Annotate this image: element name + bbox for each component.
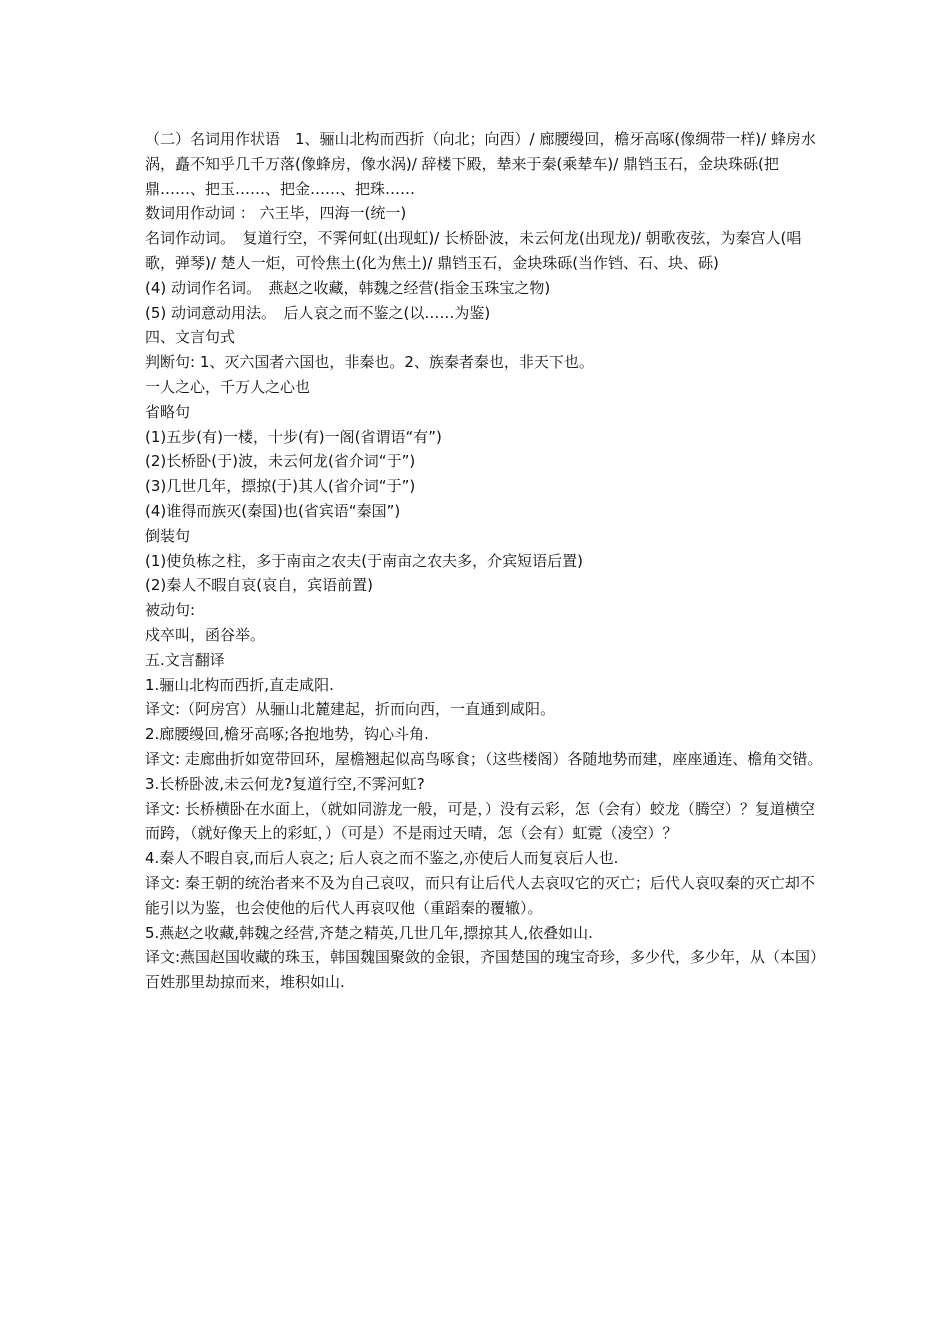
line-ellipsis-2: (2)长桥卧(于)波，未云何龙(省介词“于”) (145, 452, 416, 471)
section-heading-translation: 五.文言翻译 (145, 650, 225, 669)
translation-text-2: 译文: 走廊曲折如宽带回环，屋檐翘起似高鸟啄食；（这些楼阁）各随地势而建，座座通连、檐角交错。 (145, 749, 823, 768)
translation-source-3: 3.长桥卧波,未云何龙?复道行空,不霁河虹? (145, 774, 425, 793)
line-numeral-as-verb: 数词用作动词 ： 六王毕，四海一(统一) (145, 204, 407, 223)
line-verb-putative: (5) 动词意动用法。 后人哀之而不鉴之(以……为鉴) (145, 303, 491, 322)
line-passive-1: 戍卒叫，函谷举。 (145, 625, 266, 644)
translation-source-4: 4.秦人不暇自哀,而后人哀之; 后人哀之而不鉴之,亦使后人而复哀后人也. (145, 849, 619, 868)
line-inversion-1: (1)使负栋之柱，多于南亩之农夫(于南亩之农夫多，介宾短语后置) (145, 551, 583, 570)
translation-text-5: 译文:燕国赵国收藏的珠玉，韩国魏国聚敛的金银，齐国楚国的瑰宝奇珍，多少代，多少年，从（本国）百姓那里劫掠而来，堆积如山. (145, 948, 818, 992)
line-ellipsis-4: (4)谁得而族灭(秦国)也(省宾语“秦国”) (145, 501, 401, 520)
subheading-passive: 被动句: (145, 601, 196, 620)
section-heading-sentence-patterns: 四、文言句式 (145, 328, 236, 347)
line-noun-as-adverbial: （二）名词用作状语 1、骊山北构而西折（向北；向西）/ 廊腰缦回，檐牙高啄(像绸带一样)/ 蜂房水涡，矗不知乎几千万落(像蜂房，像水涡)/ 辞楼下殿，辇来于秦(乘辇车)/ 鼎铛玉石，金块珠砾(把鼎……、把玉……、把金……、把珠…… (145, 130, 816, 198)
translation-text-4: 译文: 秦王朝的统治者来不及为自己哀叹，而只有让后代人去哀叹它的灭亡；后代人哀叹秦的灭亡却不能引以为鉴，也会使他的后代人再哀叹他（重蹈秦的覆辙）。 (145, 873, 815, 917)
translation-text-3: 译文: 长桥横卧在水面上，（就如同游龙一般，可是，）没有云彩，怎（会有）蛟龙（腾空）？复道横空而跨，（就好像天上的彩虹，）（可是）不是雨过天晴，怎（会有）虹霓（凌空）？ (145, 799, 815, 843)
line-judgment-sentence: 判断句: 1、灭六国者六国也，非秦也。2、族秦者秦也，非天下也。 (145, 353, 594, 372)
line-inversion-2: (2)秦人不暇自哀(哀自，宾语前置) (145, 576, 373, 595)
subheading-ellipsis: 省略句 (145, 402, 191, 421)
translation-text-1: 译文:（阿房宫）从骊山北麓建起，折而向西，一直通到咸阳。 (145, 700, 556, 719)
line-judgment-sentence-cont: 一人之心，千万人之心也 (145, 377, 311, 396)
line-noun-as-verb: 名词作动词。 复道行空，不霁何虹(出现虹)/ 长桥卧波，未云何龙(出现龙)/ 朝歌夜弦，为秦宫人(唱歌，弹琴)/ 楚人一炬，可怜焦土(化为焦土)/ 鼎铛玉石，金块珠砾(当作铛、石、块、砾) (145, 229, 802, 272)
translation-source-5: 5.燕赵之收藏,韩魏之经营,齐楚之精英,几世几年,摽掠其人,依叠如山. (145, 923, 593, 942)
translation-source-2: 2.廊腰缦回,檐牙高啄;各抱地势，钩心斗角. (145, 725, 429, 744)
document-body (145, 127, 825, 995)
line-ellipsis-1: (1)五步(有)一楼，十步(有)一阁(省谓语“有”) (145, 427, 442, 446)
line-ellipsis-3: (3)几世几年，摽掠(于)其人(省介词“于”) (145, 477, 416, 496)
subheading-inversion: 倒装句 (145, 526, 191, 545)
translation-source-1: 1.骊山北构而西折,直走咸阳. (145, 675, 334, 694)
line-verb-as-noun: (4) 动词作名词。 燕赵之收藏，韩魏之经营(指金玉珠宝之物) (145, 278, 551, 297)
